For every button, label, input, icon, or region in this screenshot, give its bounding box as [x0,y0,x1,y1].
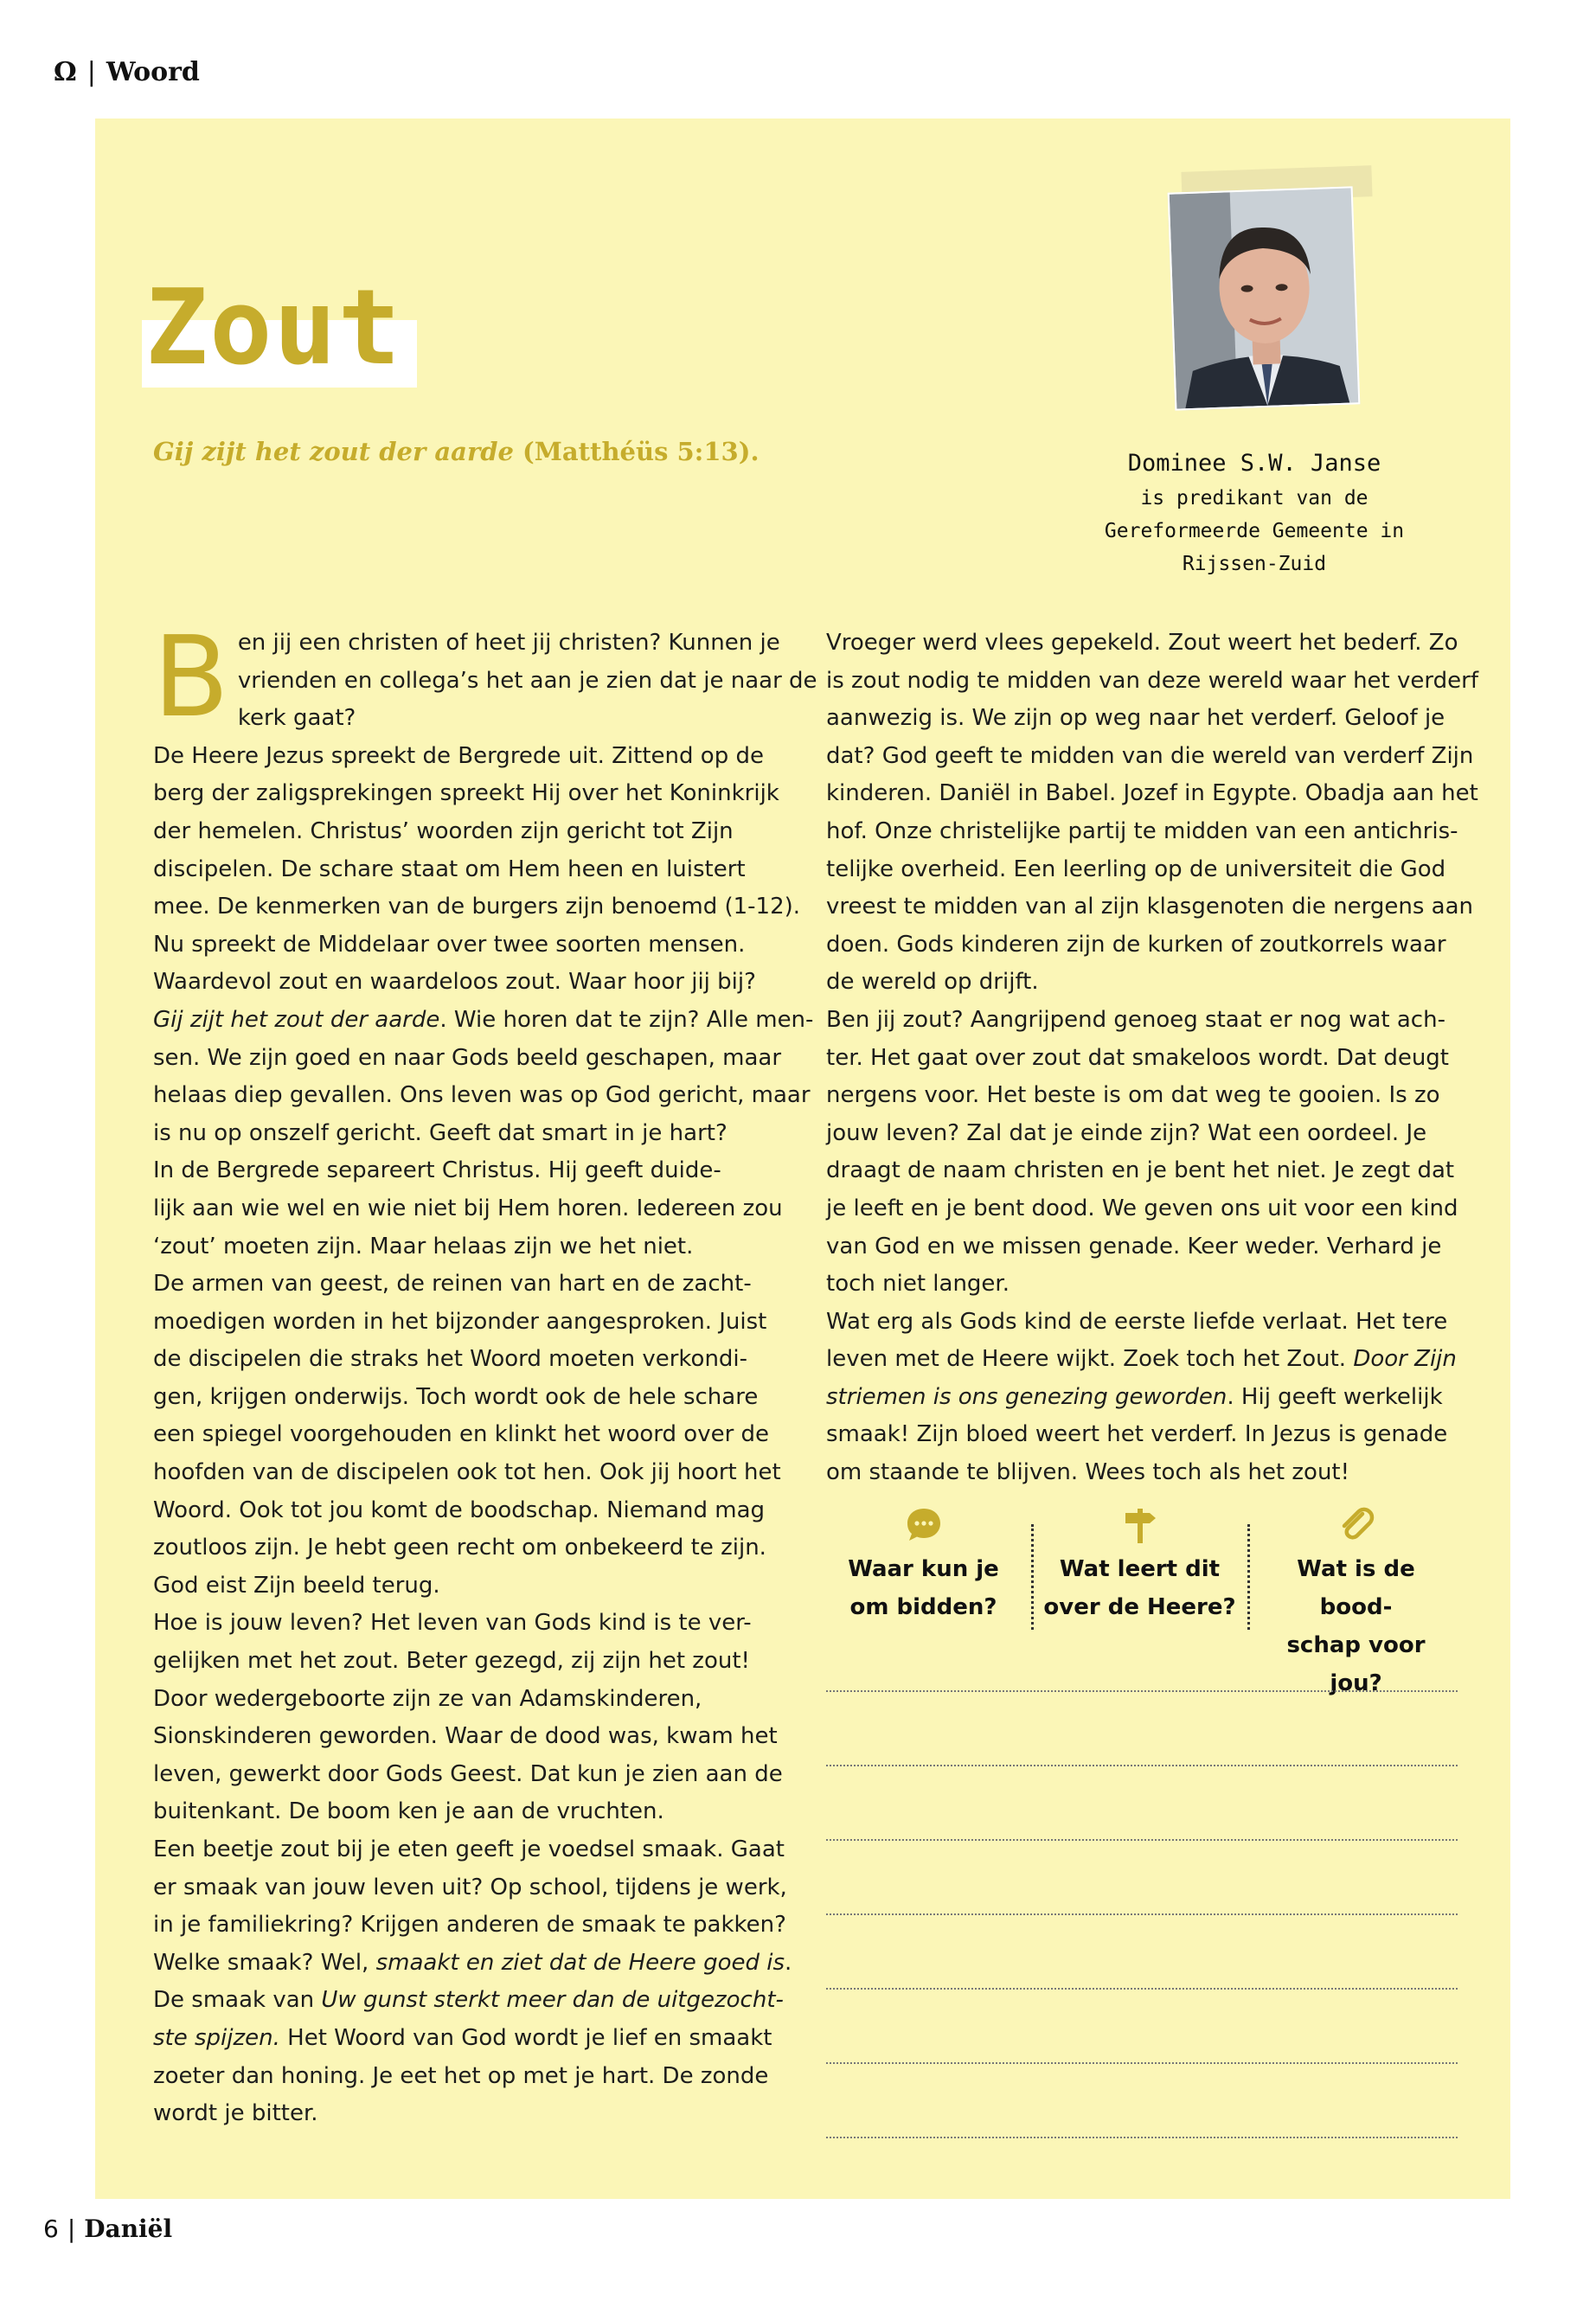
quote-span: striemen is ons genezing geworden [826,1383,1227,1410]
question-lord [1042,1505,1237,1626]
dotted-divider [1031,1524,1034,1630]
speech-bubble-icon [904,1505,944,1545]
text-line: Hoe is jouw leven? Het leven van Gods kind is te ver- [153,1610,752,1637]
text-line: gelijken met het zout. Beter gezegd, zij zijn het zout! [153,1648,750,1675]
article-subtitle [153,437,760,466]
article-title: Zout [145,268,402,388]
text-line [153,1945,792,1983]
page-number: 6 [43,2214,59,2243]
author-bio [1064,450,1445,580]
answer-line[interactable] [826,2062,1458,2064]
text-line: ‘zout’ moeten zijn. Maar helaas zijn we het niet. [153,1233,694,1259]
author-photo [1168,186,1361,410]
text-line: Een beetje zout bij je eten geeft je voedsel smaak. Gaat [153,1836,785,1862]
text-line: In de Bergrede separeert Christus. Hij geeft duide- [153,1157,721,1184]
magazine-name: Daniël [84,2214,173,2243]
quote-span: smaakt en ziet dat de Heere goed is [375,1949,785,1976]
reflection-questions [826,1505,1458,1696]
quote-span: Door Zijn [1353,1346,1457,1373]
text-span: Welke smaak? Wel, [153,1949,376,1976]
text-line: vreest te midden van al zijn klasgenoten die nergens aan [826,894,1473,920]
text-line: aanwezig is. We zijn op weg naar het verderf. Geloof je [826,705,1445,732]
text-line: om staande te blijven. Wees toch als het zout! [826,1459,1350,1486]
author-bio-line: is predikant van de [1140,487,1368,510]
text-line: Sionskinderen geworden. Waar de dood was, kwam het [153,1723,778,1750]
text-line [153,1002,814,1040]
text-line: moedigen worden in het bijzonder aangesproken. Juist [153,1308,767,1335]
text-span: De smaak van [153,1987,322,2014]
text-line: is nu op onszelf gericht. Geeft dat smart in je hart? [153,1119,727,1146]
text-span: . Hij geeft werkelijk [1227,1383,1443,1410]
dropcap-letter: B [153,613,229,742]
question-line: schap voor jou? [1286,1632,1426,1696]
text-line: in je familiekring? Krijgen anderen de smaak te pakken? [153,1912,786,1939]
answer-line[interactable] [826,2137,1458,2138]
question-prayer [826,1505,1021,1626]
text-line: telijke overheid. Een leerling op de universiteit die God [826,856,1446,882]
question-line: Waar kun je [848,1556,999,1582]
text-line: discipelen. De schare staat om Hem heen en luistert [153,856,746,882]
text-line: Woord. Ook tot jou komt de boodschap. Niemand mag [153,1497,766,1523]
text-line [826,1341,1466,1379]
text-line: en jij een christen of heet jij christen? Kunnen je [237,630,780,656]
dotted-divider [1247,1524,1250,1630]
text-line: berg der zaligsprekingen spreekt Hij over het Koninkrijk [153,780,779,807]
text-line: lijk aan wie wel en wie niet bij Hem horen. Iedereen zou [153,1195,783,1221]
text-line: toch niet langer. [826,1271,1010,1298]
question-line: over de Heere? [1043,1594,1236,1620]
page-footer [43,2214,172,2243]
text-line: leven, gewerkt door Gods Geest. Dat kun je zien aan de [153,1760,783,1787]
answer-line[interactable] [826,1988,1458,1990]
text-line: Wat erg als Gods kind de eerste liefde verlaat. Het tere [826,1308,1448,1335]
author-photo-block [1161,169,1368,420]
answer-line[interactable] [826,1913,1458,1915]
text-line: is zout nodig te midden van deze wereld waar het verderf [826,667,1478,694]
question-line: om bidden? [849,1594,997,1620]
subtitle-reference: (Matthéüs 5:13). [513,437,760,466]
text-line: mee. De kenmerken van de burgers zijn benoemd (1-12). [153,894,801,920]
section-header [54,57,200,87]
author-name: Dominee S.W. Janse [1127,450,1381,477]
author-bio-line: Rijssen-Zuid [1182,553,1327,575]
text-span: leven met de Heere wijkt. Zoek toch het Zout. [826,1346,1354,1373]
question-message [1259,1505,1453,1702]
text-line: gen, krijgen onderwijs. Toch wordt ook de hele schare [153,1383,759,1410]
paperclip-icon [1336,1505,1376,1545]
author-portrait-image [1170,188,1359,408]
text-line: dat? God geeft te midden van die wereld van verderf Zijn [826,742,1474,769]
answer-line[interactable] [826,1765,1458,1766]
text-line: er smaak van jouw leven uit? Op school, tijdens je werk, [153,1874,787,1900]
text-line: vrienden en collega’s het aan je zien dat je naar de [237,667,817,694]
text-line: kerk gaat? [237,705,356,732]
text-line [826,1379,1466,1417]
text-line: een spiegel voorgehouden en klinkt het woord over de [153,1421,770,1448]
title-block [145,268,402,388]
text-span: . [785,1949,792,1976]
text-line: draagt de naam christen en je bent het niet. Je zegt dat [826,1157,1455,1184]
text-line: jouw leven? Zal dat je einde zijn? Wat een oordeel. Je [826,1119,1427,1146]
text-line: buitenkant. De boom ken je aan de vruchten. [153,1798,664,1825]
answer-line[interactable] [826,1839,1458,1841]
question-line: Wat leert dit [1059,1556,1221,1582]
opening-paragraph [153,613,817,742]
text-line: Nu spreekt de Middelaar over twee soorten mensen. [153,931,746,958]
left-column [153,613,817,2133]
text-line: zoutloos zijn. Je hebt geen recht om onbekeerd te zijn. [153,1535,766,1561]
text-line: doen. Gods kinderen zijn de kurken of zoutkorrels waar [826,931,1446,958]
text-line: sen. We zijn goed en naar Gods beeld geschapen, maar [153,1044,782,1071]
subtitle-quote: Gij zijt het zout der aarde [153,437,514,466]
text-line: smaak! Zijn bloed weert het verderf. In Jezus is genade [826,1421,1448,1448]
text-line: Vroeger werd vlees gepekeld. Zout weert het bederf. Zo [826,630,1458,656]
footer-separator: | [67,2214,76,2243]
text-line: de wereld op drijft. [826,969,1039,996]
text-line: ter. Het gaat over zout dat smakeloos wordt. Dat deugt [826,1044,1449,1071]
text-line: hof. Onze christelijke partij te midden van een antichris- [826,817,1458,844]
header-separator: | [87,57,96,87]
signpost-icon [1120,1505,1160,1545]
quote-span: Gij zijt het zout der aarde [153,1006,440,1033]
text-line: de discipelen die straks het Woord moeten verkondi- [153,1346,748,1373]
text-line: hoofden van de discipelen ook tot hen. Ook jij hoort het [153,1459,781,1486]
text-line: der hemelen. Christus’ woorden zijn gericht tot Zijn [153,817,734,844]
answer-line[interactable] [826,1690,1458,1692]
text-line: je leeft en je bent dood. We geven ons uit voor een kind [826,1195,1458,1221]
author-bio-line: Gereformeerde Gemeente in [1104,520,1405,542]
text-line: helaas diep gevallen. Ons leven was op God gericht, maar [153,1082,811,1109]
text-line: God eist Zijn beeld terug. [153,1572,440,1599]
text-line [153,1982,785,2020]
text-line: Door wedergeboorte zijn ze van Adamskinderen, [153,1685,702,1712]
text-line: zoeter dan honing. Je eet het op met je hart. De zonde [153,2062,769,2089]
text-line: De Heere Jezus spreekt de Bergrede uit. Zittend op de [153,742,764,769]
omega-logo-icon: Ω [54,57,77,87]
question-line: Wat is de bood- [1297,1556,1415,1620]
text-line: kinderen. Daniël in Babel. Jozef in Egypte. Obadja aan het [826,780,1478,807]
text-line [153,2020,785,2058]
quote-span: ste spijzen. [153,2024,280,2051]
text-line: nergens voor. Het beste is om dat weg te gooien. Is zo [826,1082,1440,1109]
text-line: wordt je bitter. [153,2100,318,2127]
text-span: Het Woord van God wordt je lief en smaakt [279,2024,772,2051]
text-line: van God en we missen genade. Keer weder. Verhard je [826,1233,1442,1259]
text-line: Waardevol zout en waardeloos zout. Waar hoor jij bij? [153,969,756,996]
section-label: Woord [106,57,200,87]
text-line: Ben jij zout? Aangrijpend genoeg staat er nog wat ach- [826,1006,1445,1033]
text-span: . Wie horen dat te zijn? Alle men- [439,1006,814,1033]
right-column [826,625,1478,1492]
quote-span: Uw gunst sterkt meer dan de uitgezocht- [321,1987,784,2014]
text-line: De armen van geest, de reinen van hart en de zacht- [153,1271,752,1298]
